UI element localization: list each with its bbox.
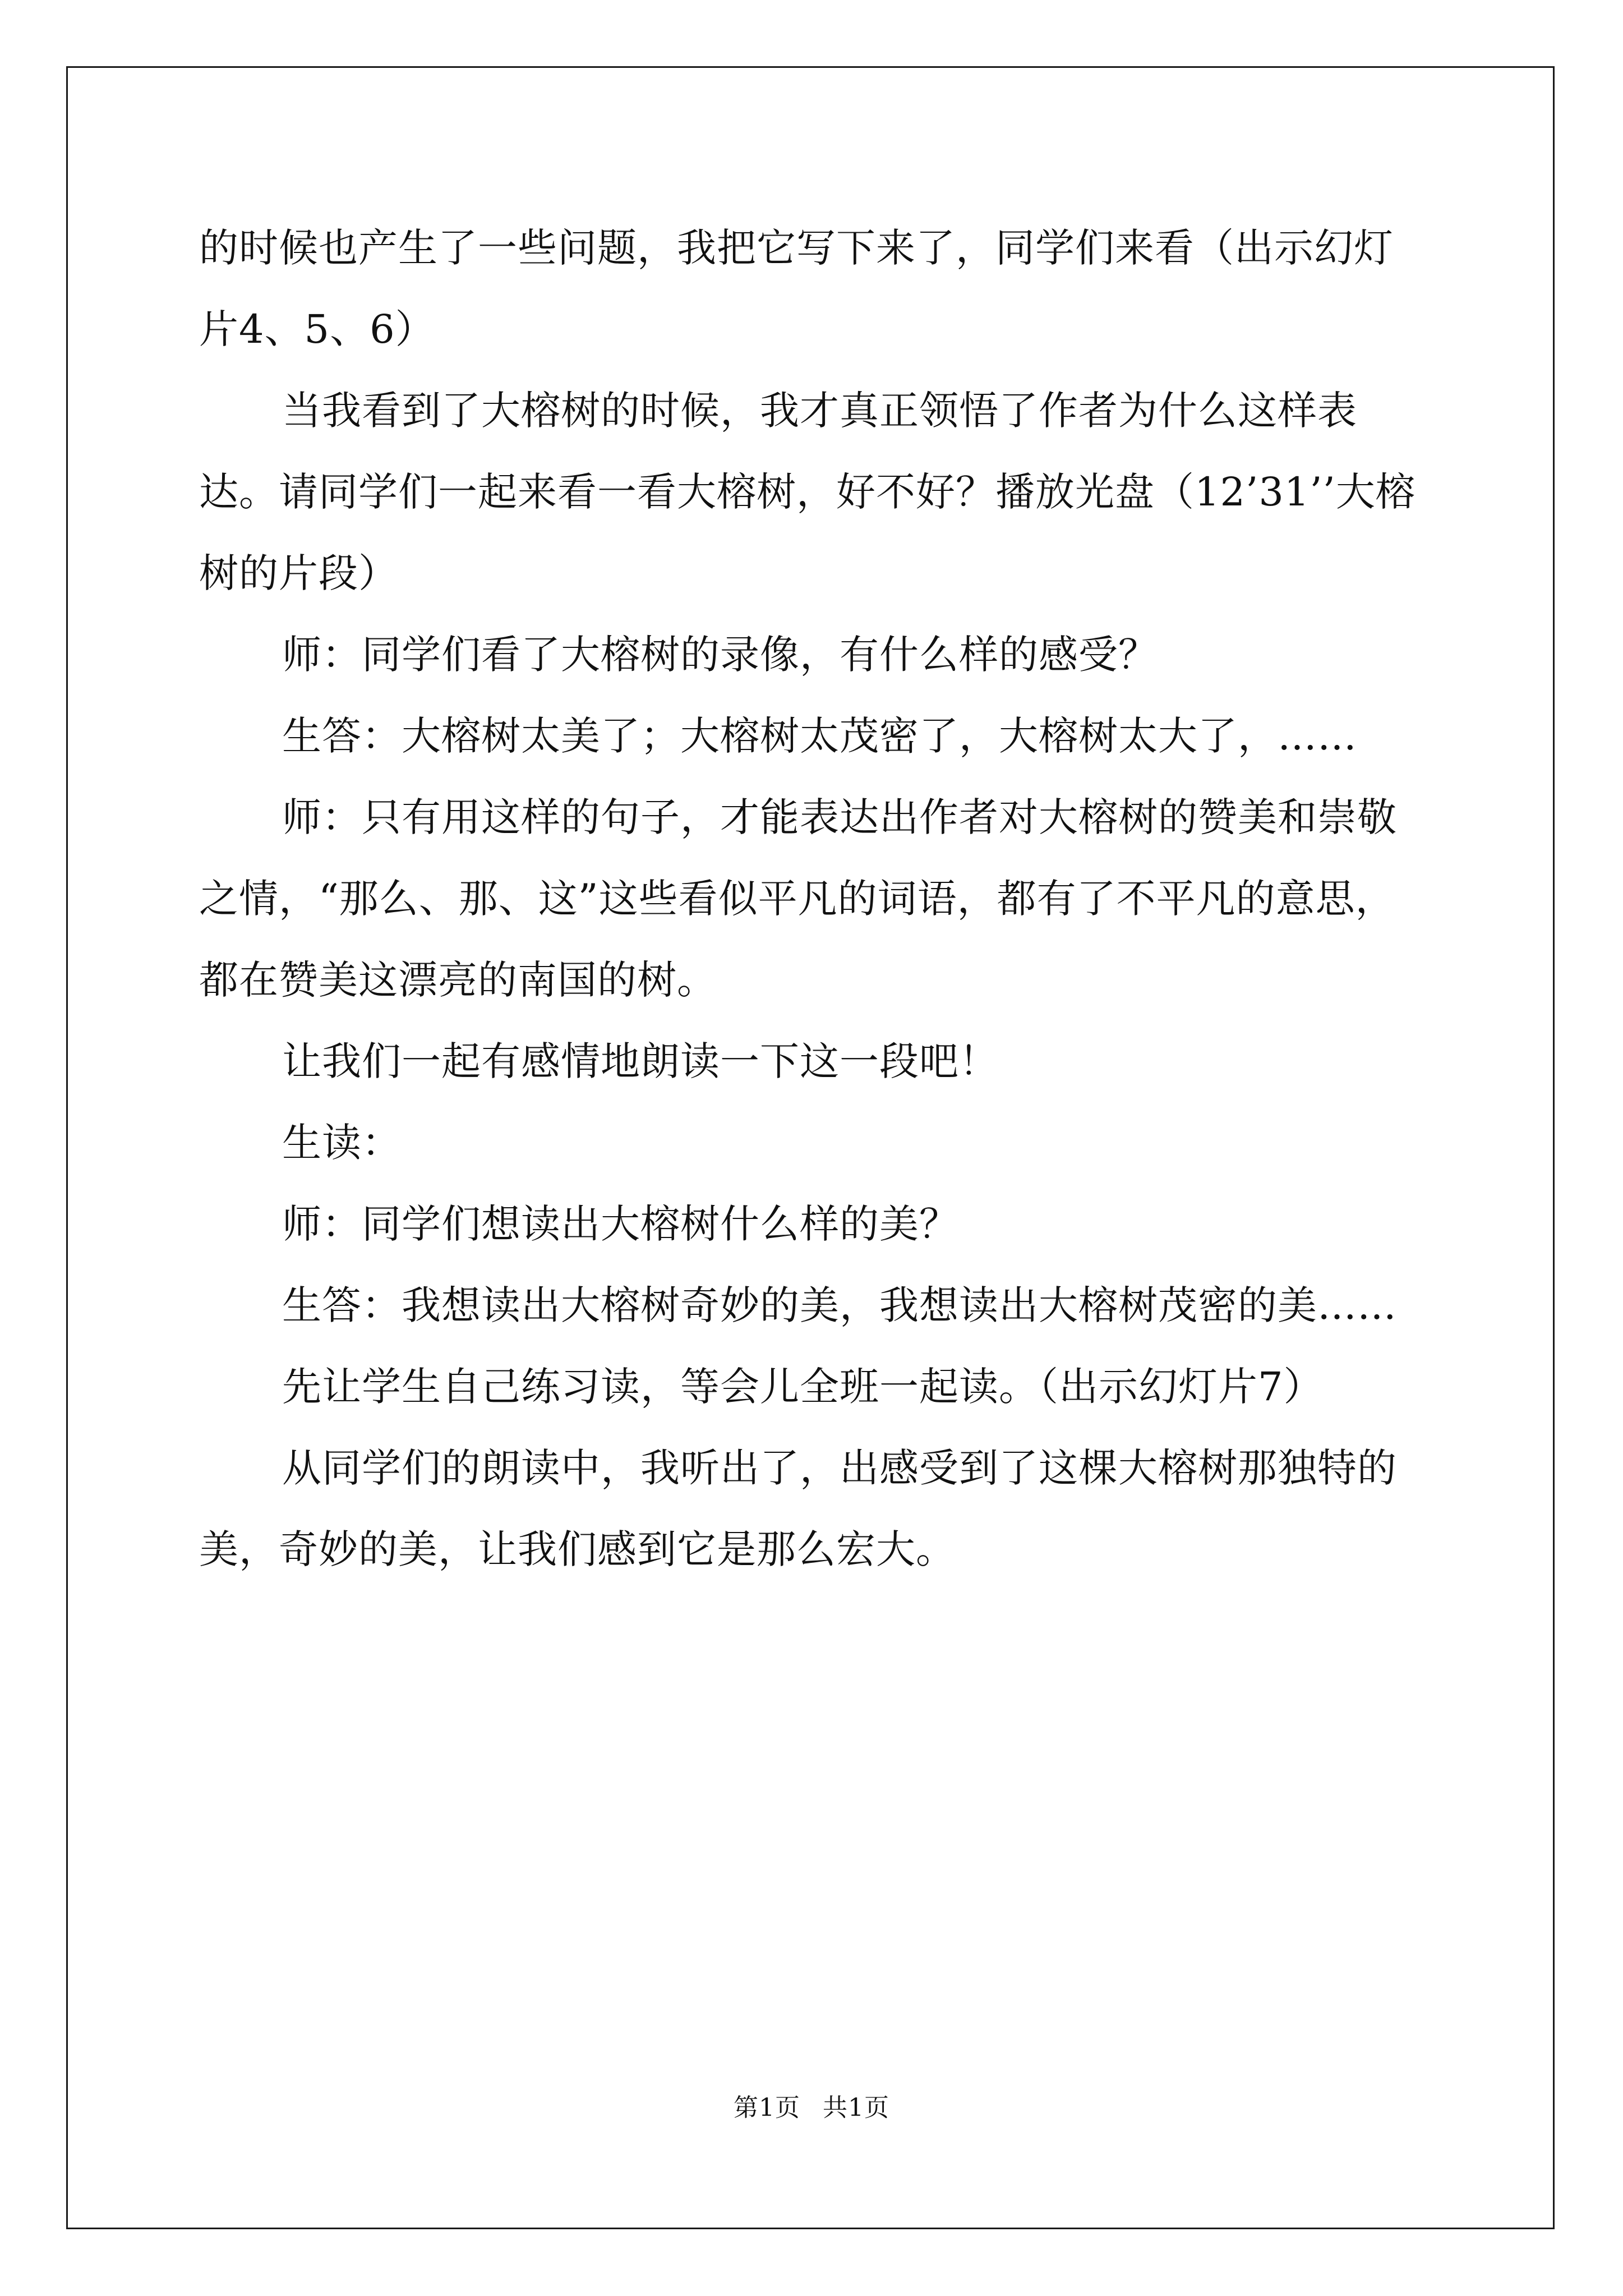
page-footer bbox=[0, 2091, 1623, 2125]
paragraph-10: 先让学生自己练习读，等会儿全班一起读。（出示幻灯片7） bbox=[282, 1364, 1324, 1410]
paragraph-4: 生答：大榕树太美了；大榕树太茂密了，大榕树太大了，…… bbox=[282, 713, 1357, 759]
paragraph-8: 师：同学们想读出大榕树什么样的美？ bbox=[282, 1201, 959, 1247]
document-body bbox=[199, 208, 1433, 1590]
paragraph-7: 生读： bbox=[282, 1120, 402, 1166]
paragraph-6: 让我们一起有感情地朗读一下这一段吧！ bbox=[282, 1038, 999, 1084]
paragraph-3: 师：同学们看了大榕树的录像，有什么样的感受？ bbox=[282, 632, 1158, 678]
page-total: 共1页 bbox=[823, 2093, 889, 2122]
paragraph-2: 当我看到了大榕树的时候，我才真正领悟了作者为什么这样表达。请同学们一起来看一看大榕树，好不好？播放光盘（12’31’’大榕树的片段） bbox=[199, 388, 1415, 596]
paragraph-11: 从同学们的朗读中，我听出了，出感受到了这棵大榕树那独特的美，奇妙的美，让我们感到它是那么宏大。 bbox=[199, 1445, 1397, 1572]
page-number: 第1页 bbox=[734, 2093, 800, 2122]
paragraph-5: 师：只有用这样的句子，才能表达出作者对大榕树的赞美和崇敬之情，“那么、那、这”这些看似平凡的词语，都有了不平凡的意思，都在赞美这漂亮的南国的树。 bbox=[199, 794, 1397, 1003]
paragraph-1: 的时候也产生了一些问题，我把它写下来了，同学们来看（出示幻灯片4、5、6） bbox=[199, 225, 1394, 352]
paragraph-9: 生答：我想读出大榕树奇妙的美，我想读出大榕树茂密的美…… bbox=[282, 1282, 1397, 1328]
